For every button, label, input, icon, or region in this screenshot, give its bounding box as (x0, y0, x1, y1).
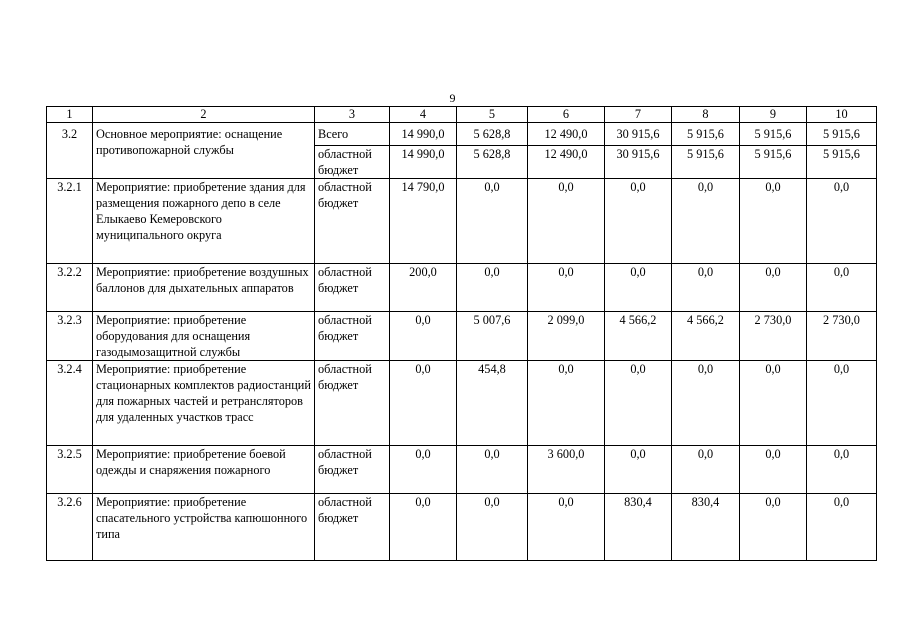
value-cell: 830,4 (605, 494, 672, 561)
funding-source: областной бюджет (315, 146, 390, 179)
value-cell: 0,0 (605, 361, 672, 446)
budget-table (46, 106, 877, 561)
value-cell: 0,0 (740, 494, 807, 561)
funding-source: областной бюджет (315, 264, 390, 312)
value-cell: 200,0 (390, 264, 457, 312)
funding-source: областной бюджет (315, 312, 390, 361)
row-code: 3.2.1 (47, 179, 93, 264)
value-cell: 0,0 (528, 494, 605, 561)
value-cell: 0,0 (672, 264, 740, 312)
column-header: 8 (672, 107, 740, 123)
value-cell: 5 915,6 (672, 123, 740, 146)
funding-source: областной бюджет (315, 446, 390, 494)
column-header: 2 (93, 107, 315, 123)
value-cell: 0,0 (672, 361, 740, 446)
value-cell: 0,0 (605, 179, 672, 264)
value-cell: 0,0 (390, 361, 457, 446)
value-cell: 30 915,6 (605, 123, 672, 146)
value-cell: 5 915,6 (807, 123, 877, 146)
column-header: 7 (605, 107, 672, 123)
column-header: 3 (315, 107, 390, 123)
value-cell: 0,0 (457, 494, 528, 561)
table-row (47, 264, 877, 312)
value-cell: 14 990,0 (390, 146, 457, 179)
value-cell: 30 915,6 (605, 146, 672, 179)
value-cell: 14 790,0 (390, 179, 457, 264)
row-name: Мероприятие: приобретение спасательного устройства капюшонного типа (93, 494, 315, 561)
value-cell: 0,0 (605, 446, 672, 494)
value-cell: 5 915,6 (740, 146, 807, 179)
row-code: 3.2 (47, 123, 93, 179)
value-cell: 0,0 (672, 446, 740, 494)
row-name: Мероприятие: приобретение стационарных комплектов радиостанций для пожарных частей и ретрансляторов для удаленных участков трасс (93, 361, 315, 446)
column-header: 6 (528, 107, 605, 123)
funding-source: областной бюджет (315, 494, 390, 561)
value-cell: 0,0 (528, 179, 605, 264)
table-row (47, 123, 877, 146)
value-cell: 0,0 (807, 264, 877, 312)
column-header: 1 (47, 107, 93, 123)
value-cell: 5 915,6 (807, 146, 877, 179)
row-code: 3.2.5 (47, 446, 93, 494)
value-cell: 830,4 (672, 494, 740, 561)
value-cell: 0,0 (457, 179, 528, 264)
value-cell: 0,0 (390, 312, 457, 361)
value-cell: 5 915,6 (672, 146, 740, 179)
value-cell: 12 490,0 (528, 146, 605, 179)
table-row (47, 446, 877, 494)
value-cell: 5 628,8 (457, 146, 528, 179)
value-cell: 454,8 (457, 361, 528, 446)
value-cell: 5 628,8 (457, 123, 528, 146)
value-cell: 0,0 (807, 494, 877, 561)
value-cell: 0,0 (740, 361, 807, 446)
value-cell: 2 099,0 (528, 312, 605, 361)
value-cell: 0,0 (740, 446, 807, 494)
table-row (47, 494, 877, 561)
value-cell: 0,0 (740, 179, 807, 264)
row-code: 3.2.3 (47, 312, 93, 361)
row-code: 3.2.4 (47, 361, 93, 446)
funding-source: Всего (315, 123, 390, 146)
table-row (47, 179, 877, 264)
table-row (47, 361, 877, 446)
column-header: 4 (390, 107, 457, 123)
column-header: 10 (807, 107, 877, 123)
column-header: 9 (740, 107, 807, 123)
value-cell: 5 915,6 (740, 123, 807, 146)
value-cell: 0,0 (605, 264, 672, 312)
value-cell: 0,0 (528, 361, 605, 446)
row-name: Мероприятие: приобретение воздушных баллонов для дыхательных аппаратов (93, 264, 315, 312)
value-cell: 0,0 (672, 179, 740, 264)
value-cell: 2 730,0 (807, 312, 877, 361)
value-cell: 14 990,0 (390, 123, 457, 146)
value-cell: 0,0 (528, 264, 605, 312)
value-cell: 4 566,2 (605, 312, 672, 361)
value-cell: 5 007,6 (457, 312, 528, 361)
page-number: 9 (449, 91, 456, 105)
row-code: 3.2.2 (47, 264, 93, 312)
value-cell: 0,0 (807, 446, 877, 494)
column-header: 5 (457, 107, 528, 123)
value-cell: 2 730,0 (740, 312, 807, 361)
row-name: Основное мероприятие: оснащение противопожарной службы (93, 123, 315, 179)
value-cell: 3 600,0 (528, 446, 605, 494)
row-name: Мероприятие: приобретение боевой одежды и снаряжения пожарного (93, 446, 315, 494)
value-cell: 0,0 (457, 446, 528, 494)
value-cell: 0,0 (457, 264, 528, 312)
table-row (47, 312, 877, 361)
value-cell: 4 566,2 (672, 312, 740, 361)
funding-source: областной бюджет (315, 179, 390, 264)
funding-source: областной бюджет (315, 361, 390, 446)
value-cell: 12 490,0 (528, 123, 605, 146)
value-cell: 0,0 (740, 264, 807, 312)
value-cell: 0,0 (807, 361, 877, 446)
value-cell: 0,0 (390, 494, 457, 561)
row-name: Мероприятие: приобретение оборудования для оснащения газодымозащитной службы (93, 312, 315, 361)
value-cell: 0,0 (390, 446, 457, 494)
row-code: 3.2.6 (47, 494, 93, 561)
value-cell: 0,0 (807, 179, 877, 264)
row-name: Мероприятие: приобретение здания для размещения пожарного депо в селе Елыкаево Кемеровского муниципального округа (93, 179, 315, 264)
column-number-row (47, 107, 877, 123)
